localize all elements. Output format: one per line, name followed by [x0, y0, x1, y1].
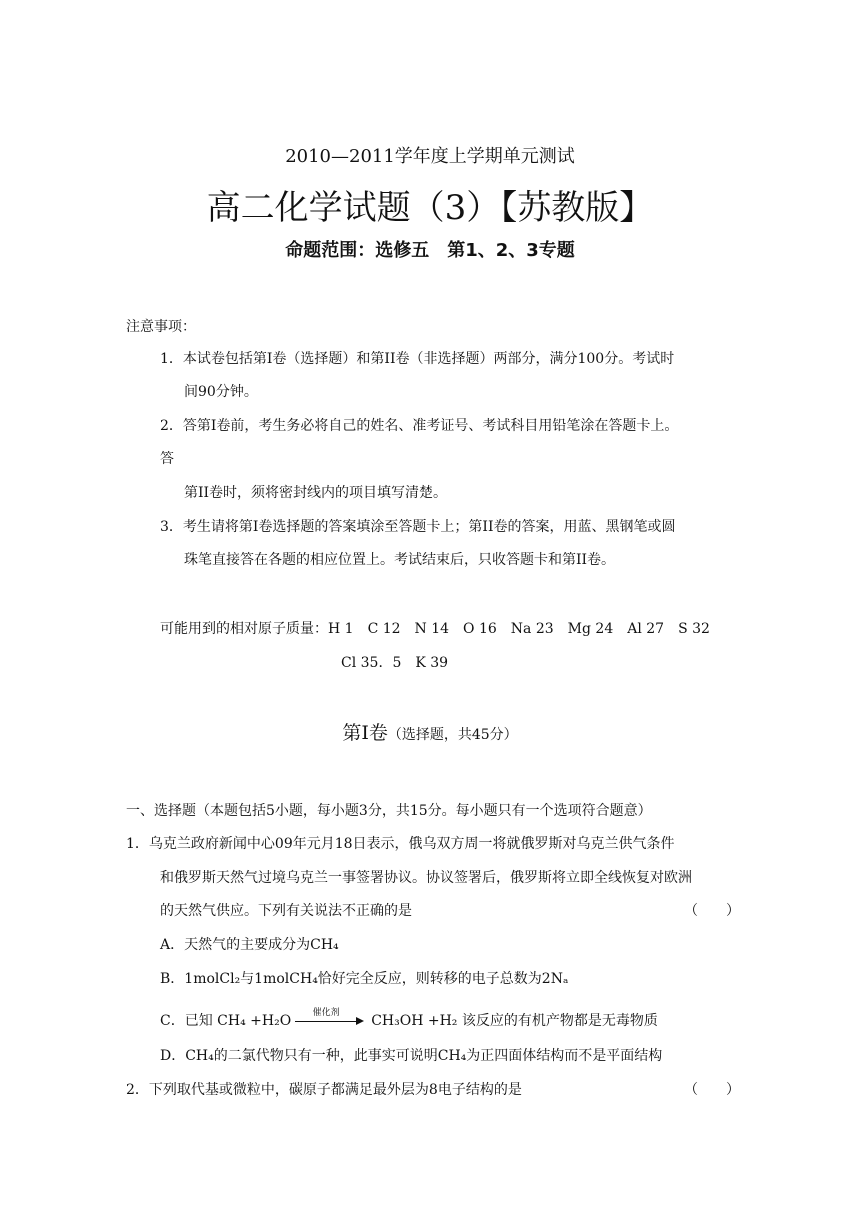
- year-line: 2010—2011学年度上学期单元测试: [285, 146, 575, 167]
- q1-option-c: [160, 1008, 658, 1030]
- arrow-shaft: [295, 1021, 359, 1022]
- q1-option-a: A．天然气的主要成分为CH₄: [160, 937, 339, 953]
- catalyst-label: 催化剂: [312, 1008, 340, 1018]
- q1-option-c-products: CH₃OH +H₂ 该反应的有机产物都是无毒物质: [371, 1013, 658, 1029]
- atomic-masses-line-1: 可能用到的相对原子质量：H 1 C 12 N 14 O 16 Na 23 Mg 24 Al 27 S 32: [160, 621, 710, 637]
- arrow-head-icon: [356, 1017, 364, 1025]
- note-2-line-3: 第II卷时，须将密封线内的项目填写清楚。: [184, 485, 448, 501]
- notes-heading: 注意事项：: [126, 319, 196, 335]
- note-1-line-1: 1．本试卷包括第I卷（选择题）和第II卷（非选择题）两部分，满分100分。考试时: [160, 351, 675, 367]
- q1-option-d: D．CH₄的二氯代物只有一种，此事实可说明CH₄为正四面体结构而不是平面结构: [160, 1048, 663, 1064]
- q1-option-b: B．1molCl₂与1molCH₄恰好完全反应，则转移的电子总数为2Nₐ: [160, 971, 569, 987]
- note-1-line-2: 间90分钟。: [184, 384, 258, 400]
- q1-stem-line-1: 1．乌克兰政府新闻中心09年元月18日表示，俄乌双方周一将就俄罗斯对乌克兰供气条件: [126, 836, 675, 852]
- note-3-line-1: 3．考生请将第I卷选择题的答案填涂至答题卡上；第II卷的答案，用蓝、黑钢笔或圆: [160, 519, 676, 535]
- atomic-masses-line-2: Cl 35．5 K 39: [341, 655, 449, 671]
- q2-answer-blank: （ ）: [684, 1082, 740, 1098]
- part-1-title: 第I卷: [342, 722, 388, 744]
- section-1-heading: 一、选择题（本题包括5小题，每小题3分，共15分。每小题只有一个选项符合题意）: [126, 803, 652, 819]
- q2-stem-line-1: 2．下列取代基或微粒中，碳原子都满足最外层为8电子结构的是: [126, 1082, 522, 1098]
- q1-stem-line-2: 和俄罗斯天然气过境乌克兰一事签署协议。协议签署后，俄罗斯将立即全线恢复对欧洲: [160, 870, 692, 886]
- q1-option-c-reactants: C．已知 CH₄ +H₂O: [160, 1013, 292, 1029]
- note-2-line-2: 答: [160, 451, 174, 467]
- catalyst-arrow: [295, 1008, 367, 1030]
- q1-stem-line-3: 的天然气供应。下列有关说法不正确的是: [160, 903, 412, 919]
- scope-line: 命题范围：选修五 第1、2、3专题: [285, 240, 575, 261]
- note-2-line-1: 2．答第I卷前，考生务必将自己的姓名、准考证号、考试科目用铅笔涂在答题卡上。: [160, 418, 679, 434]
- q1-answer-blank: （ ）: [684, 903, 740, 919]
- page-title: 高二化学试题（3）【苏教版】: [206, 188, 654, 228]
- note-3-line-2: 珠笔直接答在各题的相应位置上。考试结束后，只收答题卡和第II卷。: [184, 552, 616, 568]
- part-1-heading: [0, 724, 860, 744]
- part-1-subtitle: （选择题，共45分）: [387, 727, 518, 743]
